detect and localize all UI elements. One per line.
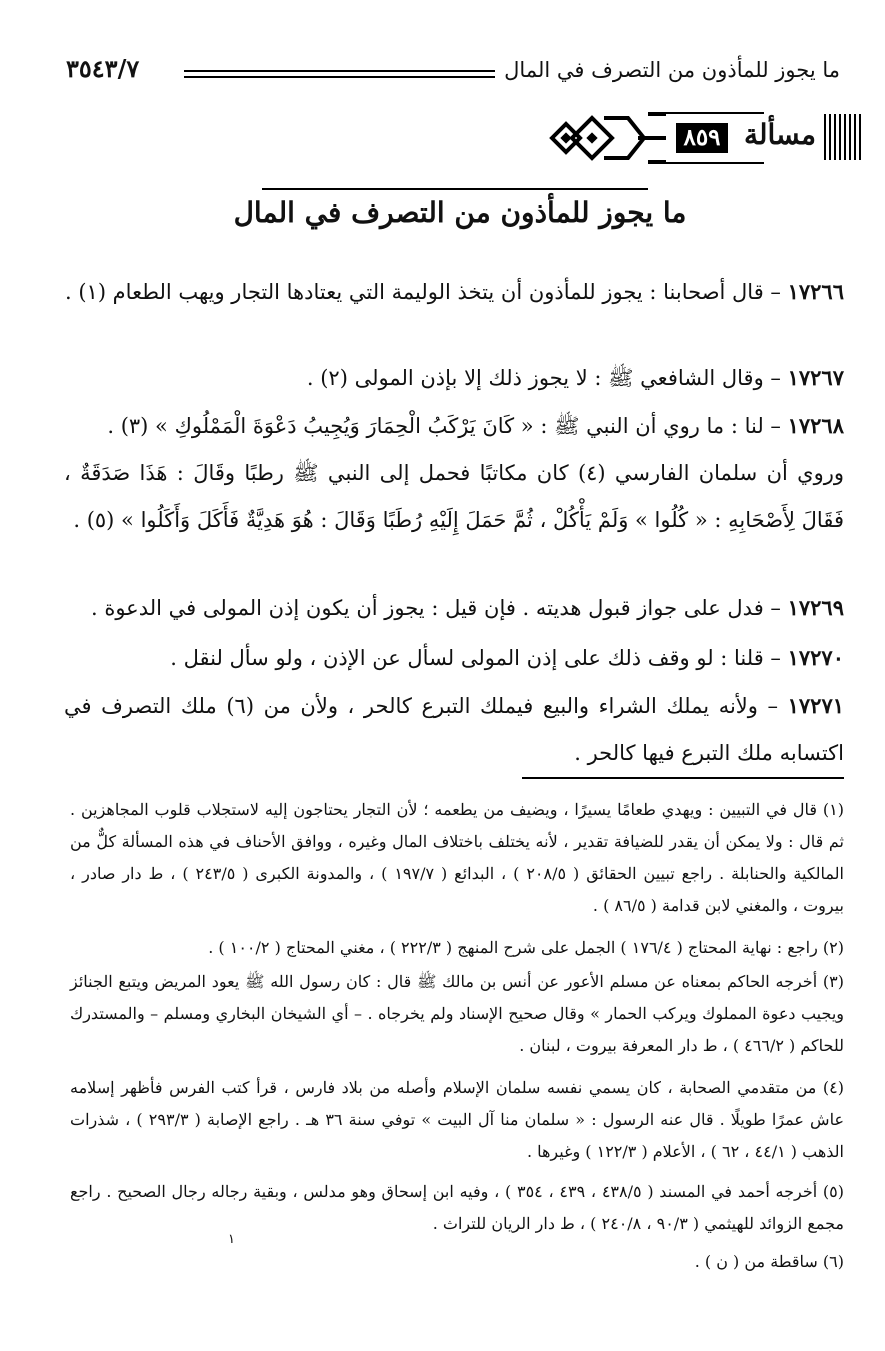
paragraph-text: – ولأنه يملك الشراء والبيع فيملك التبرع كالحر ، ولأن من (٦) ملك التصرف في اكتسابه ملك التبرع فيها كالحر . [64, 694, 844, 765]
running-head-reference: ٣٥٤٣/٧ [66, 54, 140, 83]
footnote-separator [522, 777, 844, 779]
paragraph-17269 [64, 584, 844, 632]
paragraph-text: – لنا : ما روي أن النبي ﷺ : « كَانَ يَرْكَبُ الْحِمَارَ وَيُجِيبُ دَعْوَةَ الْمَمْلُوكِ » (٣) . [107, 414, 788, 438]
running-head-rule [184, 70, 495, 78]
paragraph-number: ١٧٢٦٨ [787, 413, 844, 438]
footnote-1: (١) قال في التبيين : ويهدي طعامًا يسيرًا ، ويضيف من يطعمه ؛ لأن التجار يحتاجون إليه لاستجلاب قلوب المجاهزين . ثم قال : ولا يمكن أن يقدر للضيافة تقدير ، لأنه يختلف باختلاف المال وغيره ، ووافق الأحناف في هذه المسألة كلٌّ من المالكية والحنابلة . راجع تبيين الحقائق ( ٢٠٨/٥ ) ، البدائع ( ١٩٧/٧ ) ، والمدونة الكبرى ( ٢٤٣/٥ ) ، ط دار صادر ، بيروت ، والمغني لابن قدامة ( ٨٦/٥ ) . [70, 800, 845, 915]
chapter-title: ما يجوز للمأذون من التصرف في المال [233, 196, 687, 229]
footnote-6: (٦) ساقطة من ( ن ) . [694, 1252, 844, 1271]
stripes-ornament [824, 114, 864, 160]
paragraph-text: – وقال الشافعي ﷺ : لا يجوز ذلك إلا بإذن المولى (٢) . [306, 366, 788, 390]
running-head-title: ما يجوز للمأذون من التصرف في المال [504, 58, 840, 82]
footnote-3: (٣) أخرجه الحاكم بمعناه عن مسلم الأعور عن أنس بن مالك ﷺ قال : كان رسول الله ﷺ يعود المريض ويتبع الجنائز ويجيب دعوة المملوك ويركب الحمار » وقال صحيح الإسناد ولم يخرجاه . – أي الشيخان البخاري ومسلم – والمستدرك للحاكم ( ٤٦٦/٢ ) ، ط دار المعرفة بيروت ، لبنان . [70, 972, 845, 1055]
paragraph-number: ١٧٢٧١ [787, 693, 845, 718]
footnote-5: (٥) أخرجه أحمد في المسند ( ٤٣٨/٥ ، ٤٣٩ ، ٣٥٤ ) ، وفيه ابن إسحاق وهو مدلس ، وبقية رجاله رجال الصحيح . راجع مجمع الزوائد للهيثمي ( ٩٠/٣ ، ٢٤٠/٨ ) ، ط دار الريان للتراث . [70, 1182, 844, 1233]
paragraph-17268 [64, 402, 844, 450]
paragraph-number: ١٧٢٧٠ [787, 645, 844, 670]
paragraph-text: – قلنا : لو وقف ذلك على إذن المولى لسأل عن الإذن ، ولو سأل لنقل . [170, 646, 788, 670]
paragraph-17271 [64, 682, 844, 777]
running-head [66, 54, 840, 88]
paragraph-number: ١٧٢٦٩ [787, 595, 844, 620]
paragraph-salman-narration [64, 450, 844, 544]
footnote-4: (٤) من متقدمي الصحابة ، كان يسمي نفسه سلمان الإسلام وأصله من بلاد فارس ، قرأ كتب الفرس فأظهر إسلامه عاش عمرًا طويلًا . قال عنه الرسول : « سلمان منا آل البيت » توفي سنة ٣٦ هـ . راجع الإصابة ( ٢٩٣/٣ ) ، شذرات الذهب ( ٤٤/١ ، ٦٢ ) ، الأعلام ( ١٢٢/٣ ) وغيرها . [70, 1078, 845, 1161]
page-mark: ١ [228, 1232, 235, 1247]
paragraph-17266 [64, 268, 844, 316]
band-rule-top [666, 112, 764, 114]
masala-number-badge: ٨٥٩ [676, 123, 728, 153]
paragraph-text: – قال أصحابنا : يجوز للمأذون أن يتخذ الوليمة التي يعتادها التجار ويهب الطعام (١) . [64, 280, 788, 304]
paragraph-number: ١٧٢٦٧ [787, 365, 844, 390]
footnote-2: (٢) راجع : نهاية المحتاج ( ١٧٦/٤ ) الجمل على شرح المنهج ( ٢٢٢/٣ ) ، مغني المحتاج ( ١٠٠/٢ ) . [208, 938, 844, 957]
paragraph-17267 [64, 354, 844, 402]
masala-label: مسألة [743, 118, 816, 151]
masala-header-band [548, 108, 864, 170]
paragraph-text: وروي أن سلمان الفارسي (٤) كان مكاتبًا فحمل إلى النبي ﷺ رطبًا وقَالَ : هَذَا صَدَقَةٌ ، فَقَالَ لِأَصْحَابِهِ : « كُلُوا » وَلَمْ يَأْكُلْ ، ثُمَّ حَمَلَ إِلَيْهِ رُطَبًا وَقَالَ : هُوَ هَدِيَّةٌ فَأَكَلَ وَأَكَلُوا » (٥) . [64, 461, 844, 532]
title-rule [262, 188, 648, 190]
paragraph-number: ١٧٢٦٦ [787, 279, 844, 304]
band-rule-bottom [666, 162, 764, 164]
paragraph-17270 [64, 634, 844, 682]
knot-ornament-icon [548, 110, 670, 166]
paragraph-text: – فدل على جواز قبول هديته . فإن قيل : يجوز أن يكون إذن المولى في الدعوة . [90, 596, 788, 620]
